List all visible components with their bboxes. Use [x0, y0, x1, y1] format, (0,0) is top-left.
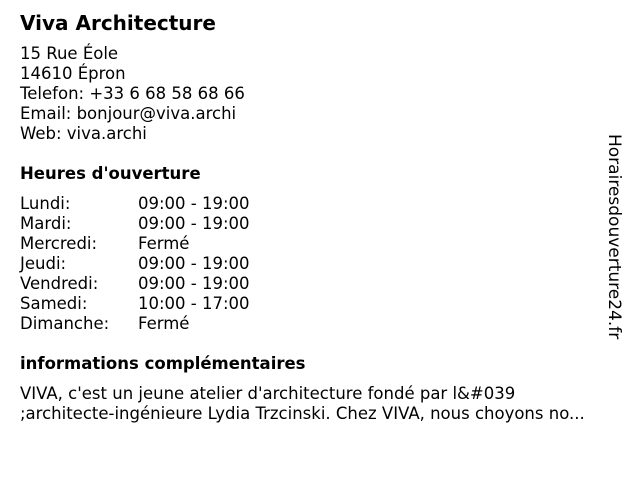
hours-row-samedi	[20, 294, 250, 314]
hours-row-jeudi	[20, 254, 250, 274]
hours-time: Fermé	[138, 234, 190, 253]
business-name: Viva Architecture	[20, 11, 216, 35]
hours-day: Mercredi:	[20, 234, 98, 253]
hours-time: 10:00 - 17:00	[138, 294, 250, 313]
hours-row-mardi	[20, 214, 250, 234]
hours-time: 09:00 - 19:00	[138, 274, 250, 293]
hours-day: Samedi:	[20, 294, 88, 313]
hours-time: 09:00 - 19:00	[138, 254, 250, 273]
address-line-1: 15 Rue Éole	[20, 44, 119, 63]
hours-time: 09:00 - 19:00	[138, 194, 250, 213]
hours-day: Lundi:	[20, 194, 71, 213]
description-line-2: ;architecte-ingénieure Lydia Trzcinski. Chez VIVA, nous choyons no...	[20, 404, 585, 423]
web-line: Web: viva.archi	[20, 124, 147, 143]
hours-row-mercredi	[20, 234, 189, 254]
watermark-text: Horairesdouverture24.fr	[604, 134, 624, 340]
hours-day: Dimanche:	[20, 314, 110, 333]
hours-title: Heures d'ouverture	[20, 164, 201, 183]
description-line-1: VIVA, c'est un jeune atelier d'architecture fondé par l&#039	[20, 384, 516, 403]
phone-line: Telefon: +33 6 68 58 68 66	[20, 84, 245, 103]
info-title: informations complémentaires	[20, 354, 306, 373]
hours-row-vendredi	[20, 274, 250, 294]
address-line-2: 14610 Épron	[20, 64, 126, 83]
hours-time: 09:00 - 19:00	[138, 214, 250, 233]
hours-day: Mardi:	[20, 214, 72, 233]
hours-row-dimanche	[20, 314, 189, 334]
hours-time: Fermé	[138, 314, 190, 333]
email-line: Email: bonjour@viva.archi	[20, 104, 237, 123]
hours-day: Jeudi:	[20, 254, 67, 273]
hours-row-lundi	[20, 194, 250, 214]
hours-day: Vendredi:	[20, 274, 99, 293]
